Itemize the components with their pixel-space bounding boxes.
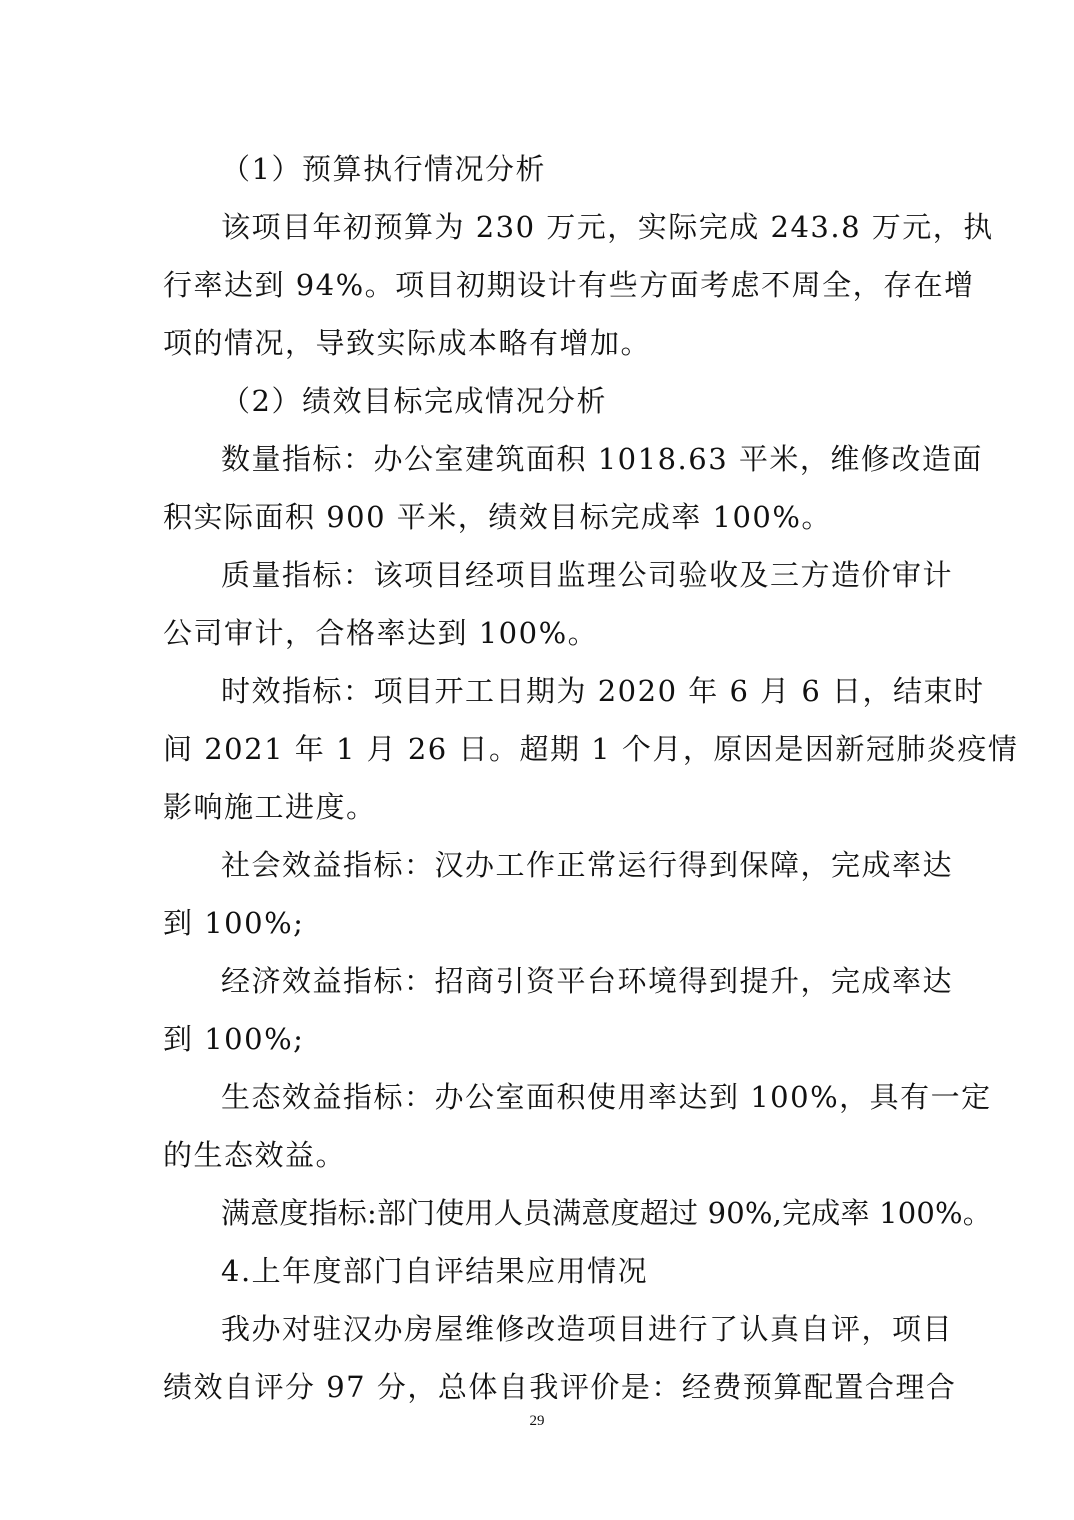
- paragraph-line: 生态效益指标：办公室面积使用率达到 100%，具有一定: [221, 1080, 992, 1114]
- section-heading-performance: （2）绩效目标完成情况分析: [221, 384, 607, 418]
- paragraph-line: 积实际面积 900 平米，绩效目标完成率 100%。: [163, 500, 832, 534]
- paragraph-line: 绩效自评分 97 分，总体自我评价是：经费预算配置合理合: [163, 1370, 957, 1404]
- page-number: 29: [529, 1413, 545, 1429]
- paragraph-line: 到 100%;: [163, 1022, 305, 1056]
- paragraph-line: 项的情况，导致实际成本略有增加。: [163, 326, 652, 360]
- paragraph-line: 公司审计，合格率达到 100%。: [163, 616, 599, 650]
- paragraph-line: 到 100%;: [163, 906, 305, 940]
- paragraph-line: 满意度指标:部门使用人员满意度超过 90%,完成率 100%。: [221, 1196, 992, 1230]
- paragraph-line: 该项目年初预算为 230 万元，实际完成 243.8 万元，执: [221, 210, 994, 244]
- section-heading-budget: （1）预算执行情况分析: [221, 152, 546, 186]
- paragraph-line: 行率达到 94%。项目初期设计有些方面考虑不周全，存在增: [163, 268, 975, 302]
- paragraph-line: 数量指标：办公室建筑面积 1018.63 平米，维修改造面: [221, 442, 983, 476]
- paragraph-line: 社会效益指标：汉办工作正常运行得到保障，完成率达: [221, 848, 954, 882]
- paragraph-line: 间 2021 年 1 月 26 日。超期 1 个月，原因是因新冠肺炎疫情: [163, 732, 1019, 766]
- section-heading-self-evaluation: 4.上年度部门自评结果应用情况: [221, 1254, 649, 1288]
- paragraph-line: 影响施工进度。: [163, 790, 377, 824]
- paragraph-line: 时效指标：项目开工日期为 2020 年 6 月 6 日，结束时: [221, 674, 985, 708]
- paragraph-line: 的生态效益。: [163, 1138, 347, 1172]
- paragraph-line: 经济效益指标：招商引资平台环境得到提升，完成率达: [221, 964, 954, 998]
- paragraph-line: 质量指标：该项目经项目监理公司验收及三方造价审计: [221, 558, 954, 592]
- paragraph-line: 我办对驻汉办房屋维修改造项目进行了认真自评，项目: [221, 1312, 954, 1346]
- body-text: [163, 140, 1019, 1416]
